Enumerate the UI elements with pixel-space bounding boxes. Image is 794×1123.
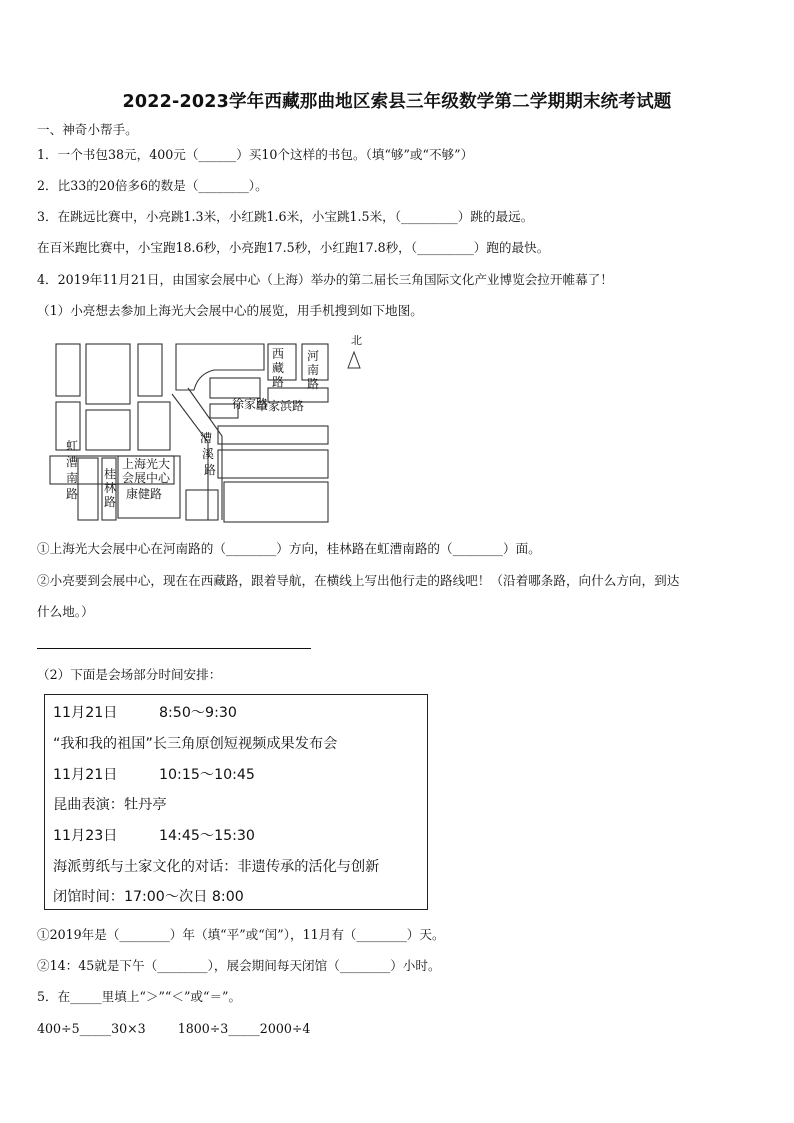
svg-text:藏: 藏 xyxy=(272,361,285,375)
schedule-row: “我和我的祖国”长三角原创短视频成果发布会 xyxy=(53,736,338,752)
question-1: 1．一个书包38元，400元（______）买10个这样的书包。（填“够”或“不够”） xyxy=(37,147,474,162)
center-label-2: 会展中心 xyxy=(122,471,171,485)
svg-text:林: 林 xyxy=(104,481,117,495)
question-4-1: （1）小亮想去参加上海光大会展中心的展览，用手机搜到如下地图。 xyxy=(37,303,423,318)
svg-text:路: 路 xyxy=(66,487,79,501)
road-label-caoxi-1: 漕 xyxy=(200,431,213,445)
svg-text:南: 南 xyxy=(307,363,320,377)
page-title: 2022-2023学年西藏那曲地区索县三年级数学第二学期期末统考试题 xyxy=(122,92,672,112)
question-4-1a: ①上海光大会展中心在河南路的（________）方向，桂林路在虹漕南路的（________）面。 xyxy=(37,541,541,556)
question-3a: 3．在跳远比赛中，小亮跳1.3米，小红跳1.6米，小宝跳1.5米，（_________）跳的最远。 xyxy=(37,209,534,224)
question-4-2: （2）下面是会场部分时间安排： xyxy=(37,667,222,682)
svg-text:溪: 溪 xyxy=(202,447,215,461)
question-2: 2．比33的20倍多6的数是（________）。 xyxy=(37,178,268,193)
question-5-items: 400÷5_____30×3 1800÷3_____2000÷4 xyxy=(37,1021,311,1036)
question-4-1b-cont: 什么地。） xyxy=(37,604,94,619)
road-label-guilin-1: 桂 xyxy=(104,467,117,481)
schedule-row: 11月21日 8:50～9:30 xyxy=(53,705,237,721)
north-label: 北 xyxy=(351,334,362,347)
svg-text:南: 南 xyxy=(66,471,79,485)
svg-text:路: 路 xyxy=(204,463,217,477)
svg-text:漕: 漕 xyxy=(66,455,79,469)
section-heading: 一、神奇小帮手。 xyxy=(37,122,138,137)
question-4: 4．2019年11月21日，由国家会展中心（上海）举办的第二届长三角国际文化产业博览会拉开帷幕了！ xyxy=(37,272,613,287)
question-4-1b: ②小亮要到会展中心，现在在西藏路，跟着导航，在横线上写出他行走的路线吧！（沿着哪条路，向什么方向，到达 xyxy=(37,573,680,588)
schedule-box xyxy=(44,694,428,910)
road-label-xujia: 徐家路 xyxy=(232,397,269,411)
svg-text:路: 路 xyxy=(104,495,117,509)
schedule-row: 昆曲表演：牡丹亭 xyxy=(53,797,167,813)
schedule-row: 海派剪纸与土家文化的对话：非遗传承的活化与创新 xyxy=(53,859,380,875)
center-label-1: 上海光大 xyxy=(122,457,171,471)
road-label-henan-1: 河 xyxy=(307,349,320,363)
question-3b: 在百米跑比赛中，小宝跑18.6秒，小亮跑17.5秒，小红跑17.8秒，（_________）跑的最快。 xyxy=(37,240,550,255)
svg-text:路: 路 xyxy=(307,377,320,391)
schedule-row: 11月21日 10:15～10:45 xyxy=(53,767,255,783)
schedule-row: 闭馆时间：17:00～次日 8:00 xyxy=(53,889,244,905)
question-4-2b: ②14：45就是下午（________），展会期间每天闭馆（________）小时。 xyxy=(37,958,441,973)
schedule-row: 11月23日 14:45～15:30 xyxy=(53,828,255,844)
road-label-hongcao-1: 虹 xyxy=(66,439,79,453)
answer-line xyxy=(37,648,311,649)
question-4-2a: ①2019年是（________）年（填“平”或“闰”），11月有（________）天。 xyxy=(37,927,445,942)
road-label-xizang-1: 西 xyxy=(272,347,285,361)
svg-text:路: 路 xyxy=(272,375,285,389)
road-label-kangjian: 康健路 xyxy=(126,487,163,501)
question-5: 5．在_____里填上“＞”“＜”或“＝”。 xyxy=(37,989,242,1004)
road-label-zhaojiabang: 肇家浜路 xyxy=(256,399,305,413)
street-map xyxy=(42,330,372,530)
